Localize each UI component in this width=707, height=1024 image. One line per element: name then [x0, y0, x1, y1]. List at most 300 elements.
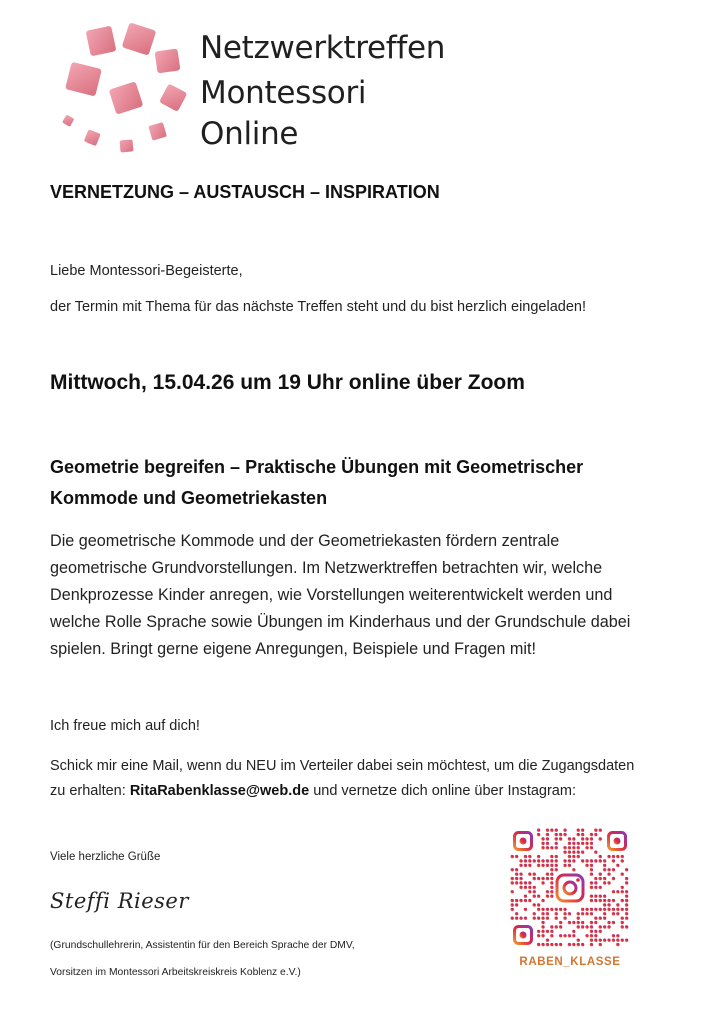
qr-module: [590, 864, 593, 867]
qr-module: [555, 925, 558, 928]
qr-module: [603, 925, 606, 928]
qr-module: [594, 833, 597, 836]
qr-module: [590, 868, 593, 871]
qr-module: [546, 912, 549, 915]
qr-module: [537, 934, 540, 937]
qr-module: [555, 864, 558, 867]
qr-module: [541, 846, 544, 849]
qr-module: [563, 908, 566, 911]
qr-module: [533, 917, 536, 920]
qr-module: [515, 855, 518, 858]
qr-module: [607, 855, 610, 858]
qr-module: [581, 833, 584, 836]
qr-module: [546, 939, 549, 942]
qr-module: [603, 908, 606, 911]
qr-module: [594, 886, 597, 889]
qr-module: [590, 925, 593, 928]
salutation: Liebe Montessori-Begeisterte,: [50, 263, 243, 279]
qr-module: [607, 921, 610, 924]
qr-module: [577, 829, 580, 832]
qr-module: [528, 890, 531, 893]
qr-module: [581, 851, 584, 854]
qr-module: [524, 855, 527, 858]
qr-module: [559, 833, 562, 836]
qr-module: [616, 855, 619, 858]
qr-module: [541, 943, 544, 946]
qr-module: [555, 912, 558, 915]
qr-module: [612, 859, 615, 862]
logo-title-line-3: Online: [200, 116, 299, 152]
qr-module: [594, 917, 597, 920]
qr-module: [585, 934, 588, 937]
qr-module: [546, 943, 549, 946]
qr-module: [594, 939, 597, 942]
qr-module: [533, 895, 536, 898]
qr-module: [546, 859, 549, 862]
qr-module: [537, 859, 540, 862]
qr-module: [546, 908, 549, 911]
qr-module: [581, 859, 584, 862]
qr-module: [594, 859, 597, 862]
qr-module: [546, 846, 549, 849]
qr-module: [568, 921, 571, 924]
qr-module: [590, 912, 593, 915]
qr-module: [568, 837, 571, 840]
description-line-4: welche Rolle Sprache sowie Übungen im Kinderhaus und der Grundschule dabei: [50, 613, 631, 631]
qr-module: [519, 864, 522, 867]
qr-module: [625, 939, 628, 942]
qr-module: [572, 855, 575, 858]
qr-module: [537, 877, 540, 880]
qr-module: [550, 934, 553, 937]
qr-module: [537, 917, 540, 920]
qr-module: [546, 877, 549, 880]
qr-module: [590, 886, 593, 889]
qr-module: [537, 930, 540, 933]
qr-module: [550, 881, 553, 884]
qr-module: [585, 912, 588, 915]
qr-module: [599, 886, 602, 889]
qr-module: [603, 877, 606, 880]
qr-module: [550, 890, 553, 893]
qr-module: [568, 864, 571, 867]
qr-module: [577, 921, 580, 924]
qr-module: [594, 877, 597, 880]
qr-module: [568, 851, 571, 854]
qr-module: [594, 851, 597, 854]
qr-module: [616, 864, 619, 867]
qr-module: [563, 917, 566, 920]
qr-module: [511, 877, 514, 880]
qr-module: [572, 851, 575, 854]
qr-module: [625, 917, 628, 920]
qr-module: [550, 855, 553, 858]
qr-module: [603, 864, 606, 867]
qr-module: [590, 895, 593, 898]
qr-module: [594, 921, 597, 924]
qr-module: [572, 930, 575, 933]
qr-module: [555, 833, 558, 836]
qr-module: [541, 925, 544, 928]
qr-module: [572, 846, 575, 849]
mail-instructions: [50, 754, 670, 804]
qr-module: [568, 855, 571, 858]
qr-module: [590, 873, 593, 876]
qr-module: [555, 908, 558, 911]
qr-module: [537, 833, 540, 836]
qr-module: [625, 903, 628, 906]
qr-module: [515, 873, 518, 876]
qr-module: [559, 943, 562, 946]
qr-module: [607, 868, 610, 871]
qr-module: [612, 899, 615, 902]
qr-module: [612, 855, 615, 858]
qr-module: [524, 881, 527, 884]
qr-module: [599, 837, 602, 840]
description-line-1: Die geometrische Kommode und der Geometriekasten fördern zentrale: [50, 532, 560, 550]
qr-module: [555, 846, 558, 849]
qr-module: [559, 908, 562, 911]
qr-module: [541, 917, 544, 920]
description-line-3: Denkprozesse Kinder anregen, wie Vorstellungen weiterentwickelt werden und: [50, 586, 613, 604]
qr-module: [528, 899, 531, 902]
qr-module: [537, 864, 540, 867]
qr-module: [590, 899, 593, 902]
qr-module: [621, 873, 624, 876]
qr-module: [528, 855, 531, 858]
qr-module: [541, 842, 544, 845]
qr-module: [572, 921, 575, 924]
qr-module: [577, 851, 580, 854]
qr-module: [581, 908, 584, 911]
qr-module: [581, 837, 584, 840]
qr-module: [515, 899, 518, 902]
qr-module: [603, 912, 606, 915]
qr-module: [541, 934, 544, 937]
qr-module: [555, 943, 558, 946]
event-date: Mittwoch, 15.04.26 um 19 Uhr online über Zoom: [50, 371, 525, 394]
qr-module: [625, 881, 628, 884]
qr-module: [585, 859, 588, 862]
qr-module: [607, 881, 610, 884]
qr-module: [533, 903, 536, 906]
qr-module: [599, 925, 602, 928]
qr-module: [607, 939, 610, 942]
qr-module: [550, 930, 553, 933]
qr-module: [524, 899, 527, 902]
qr-module: [621, 925, 624, 928]
logo-title-line-1: Netzwerktreffen: [200, 30, 446, 66]
mail-line-2: [50, 779, 670, 804]
qr-module: [581, 842, 584, 845]
qr-module: [603, 895, 606, 898]
qr-module: [577, 912, 580, 915]
qr-module: [555, 859, 558, 862]
qr-module: [541, 908, 544, 911]
qr-module: [515, 912, 518, 915]
qr-module: [621, 899, 624, 902]
qr-module: [590, 837, 593, 840]
qr-module: [599, 939, 602, 942]
qr-module: [590, 908, 593, 911]
mail-prefix: zu erhalten:: [50, 783, 130, 799]
qr-module: [621, 908, 624, 911]
qr-module: [572, 842, 575, 845]
topic-line-1: Geometrie begreifen – Praktische Übungen mit Geometrischer: [50, 457, 584, 477]
qr-module: [616, 912, 619, 915]
qr-module: [616, 939, 619, 942]
qr-module: [599, 829, 602, 832]
qr-module: [603, 881, 606, 884]
qr-module: [581, 912, 584, 915]
qr-module: [528, 881, 531, 884]
qr-module: [550, 908, 553, 911]
qr-module: [572, 943, 575, 946]
qr-module: [546, 842, 549, 845]
qr-module: [546, 895, 549, 898]
qr-module: [515, 868, 518, 871]
qr-module: [572, 934, 575, 937]
qr-module: [550, 895, 553, 898]
qr-module: [625, 868, 628, 871]
qr-module: [599, 908, 602, 911]
qr-module: [546, 833, 549, 836]
qr-module: [550, 877, 553, 880]
qr-module: [519, 877, 522, 880]
qr-module: [621, 917, 624, 920]
signature: Steffi Rieser: [50, 889, 189, 913]
qr-module: [590, 881, 593, 884]
qr-module: [594, 930, 597, 933]
qr-module: [555, 855, 558, 858]
qr-module: [555, 917, 558, 920]
qr-module: [537, 829, 540, 832]
qr-module: [563, 833, 566, 836]
qr-module: [541, 837, 544, 840]
qr-module: [572, 868, 575, 871]
qr-module: [533, 912, 536, 915]
qr-module: [607, 899, 610, 902]
qr-module: [524, 908, 527, 911]
qr-module: [550, 925, 553, 928]
qr-module: [590, 934, 593, 937]
qr-module: [612, 877, 615, 880]
description: [50, 528, 670, 663]
qr-module: [594, 899, 597, 902]
qr-module: [533, 877, 536, 880]
qr-module: [550, 943, 553, 946]
qr-module: [621, 921, 624, 924]
greeting: Viele herzliche Grüße: [50, 851, 161, 863]
qr-module: [581, 925, 584, 928]
qr-module: [585, 908, 588, 911]
description-line-2: geometrische Grundvorstellungen. Im Netzwerktreffen betrachten wir, welche: [50, 559, 603, 577]
qr-module: [577, 833, 580, 836]
qr-module: [625, 908, 628, 911]
qr-module: [621, 855, 624, 858]
qr-module: [555, 829, 558, 832]
qr-module: [590, 859, 593, 862]
qr-module: [616, 890, 619, 893]
qr-module: [537, 895, 540, 898]
qr-module: [515, 877, 518, 880]
qr-module: [581, 829, 584, 832]
qr-module: [550, 886, 553, 889]
credentials-line-2: Vorsitzen im Montessori Arbeitskreiskreis Koblenz e.V.): [50, 967, 301, 978]
qr-module: [546, 873, 549, 876]
qr-module: [555, 868, 558, 871]
qr-module: [519, 917, 522, 920]
qr-module: [581, 921, 584, 924]
qr-module: [541, 921, 544, 924]
qr-module: [568, 912, 571, 915]
qr-module: [599, 895, 602, 898]
qr-module: [511, 917, 514, 920]
qr-module: [625, 877, 628, 880]
qr-module: [511, 890, 514, 893]
qr-module: [625, 925, 628, 928]
qr-module: [612, 868, 615, 871]
qr-module: [616, 908, 619, 911]
qr-module: [599, 930, 602, 933]
qr-module: [519, 859, 522, 862]
qr-module: [563, 851, 566, 854]
qr-module: [612, 934, 615, 937]
qr-module: [590, 939, 593, 942]
qr-module: [515, 903, 518, 906]
qr-module: [550, 846, 553, 849]
email-link[interactable]: RitaRabenklasse@web.de: [129, 783, 310, 799]
qr-module: [625, 912, 628, 915]
qr-module: [537, 903, 540, 906]
qr-module: [599, 943, 602, 946]
qr-module: [559, 921, 562, 924]
qr-module: [546, 864, 549, 867]
qr-module: [621, 859, 624, 862]
qr-module: [599, 873, 602, 876]
tagline: VERNETZUNG – AUSTAUSCH – INSPIRATION: [50, 182, 440, 202]
qr-module: [599, 859, 602, 862]
qr-module: [577, 925, 580, 928]
qr-module: [599, 877, 602, 880]
qr-module: [625, 895, 628, 898]
qr-module: [533, 886, 536, 889]
intro-text: der Termin mit Thema für das nächste Treffen steht und du bist herzlich eingeladen!: [50, 299, 586, 315]
qr-module: [524, 859, 527, 862]
qr-module: [612, 912, 615, 915]
qr-module: [559, 925, 562, 928]
qr-module: [541, 930, 544, 933]
qr-module: [616, 903, 619, 906]
qr-module: [577, 939, 580, 942]
qr-module: [594, 881, 597, 884]
qr-module: [533, 859, 536, 862]
qr-module: [581, 943, 584, 946]
qr-module: [537, 908, 540, 911]
qr-module: [528, 864, 531, 867]
qr-module: [519, 886, 522, 889]
qr-module: [528, 873, 531, 876]
qr-module: [616, 934, 619, 937]
qr-module: [607, 925, 610, 928]
qr-module: [546, 890, 549, 893]
qr-module: [524, 917, 527, 920]
qr-module: [524, 886, 527, 889]
qr-module: [568, 934, 571, 937]
qr-module: [590, 921, 593, 924]
qr-module: [577, 846, 580, 849]
qr-module: [559, 934, 562, 937]
instagram-handle: RABEN_KLASSE: [519, 956, 621, 968]
qr-module: [599, 899, 602, 902]
qr-module: [607, 908, 610, 911]
description-line-5: spielen. Bringt gerne eigene Anregungen, Beispiele und Fragen mit!: [50, 640, 536, 658]
qr-module: [621, 886, 624, 889]
qr-module: [546, 837, 549, 840]
qr-module: [541, 864, 544, 867]
qr-module: [519, 899, 522, 902]
qr-module: [607, 903, 610, 906]
qr-module: [603, 859, 606, 862]
qr-module: [563, 859, 566, 862]
qr-module: [550, 864, 553, 867]
qr-module: [577, 855, 580, 858]
qr-module: [625, 899, 628, 902]
qr-module: [563, 864, 566, 867]
qr-module: [546, 917, 549, 920]
qr-module: [515, 917, 518, 920]
qr-module: [515, 881, 518, 884]
qr-module: [612, 921, 615, 924]
qr-module: [568, 842, 571, 845]
qr-module: [524, 864, 527, 867]
qr-module: [594, 895, 597, 898]
qr-module: [550, 868, 553, 871]
qr-module: [519, 881, 522, 884]
qr-module: [585, 925, 588, 928]
qr-module: [572, 859, 575, 862]
qr-module: [546, 930, 549, 933]
qr-module: [555, 837, 558, 840]
qr-module: [607, 873, 610, 876]
qr-module: [537, 943, 540, 946]
qr-module: [594, 829, 597, 832]
qr-module: [550, 829, 553, 832]
qr-module: [577, 842, 580, 845]
instagram-qr-code[interactable]: [500, 818, 640, 978]
topic-heading: [50, 452, 670, 514]
qr-module: [585, 842, 588, 845]
qr-module: [568, 859, 571, 862]
qr-module: [590, 842, 593, 845]
qr-module: [603, 939, 606, 942]
qr-module: [511, 881, 514, 884]
qr-module: [594, 908, 597, 911]
qr-module: [550, 859, 553, 862]
qr-module: [599, 855, 602, 858]
qr-module: [590, 930, 593, 933]
qr-module: [572, 837, 575, 840]
qr-module: [555, 842, 558, 845]
qr-module: [528, 859, 531, 862]
qr-module: [511, 855, 514, 858]
qr-module: [594, 934, 597, 937]
qr-module: [511, 903, 514, 906]
qr-module: [541, 877, 544, 880]
qr-module: [533, 873, 536, 876]
qr-module: [533, 890, 536, 893]
qr-module: [563, 912, 566, 915]
